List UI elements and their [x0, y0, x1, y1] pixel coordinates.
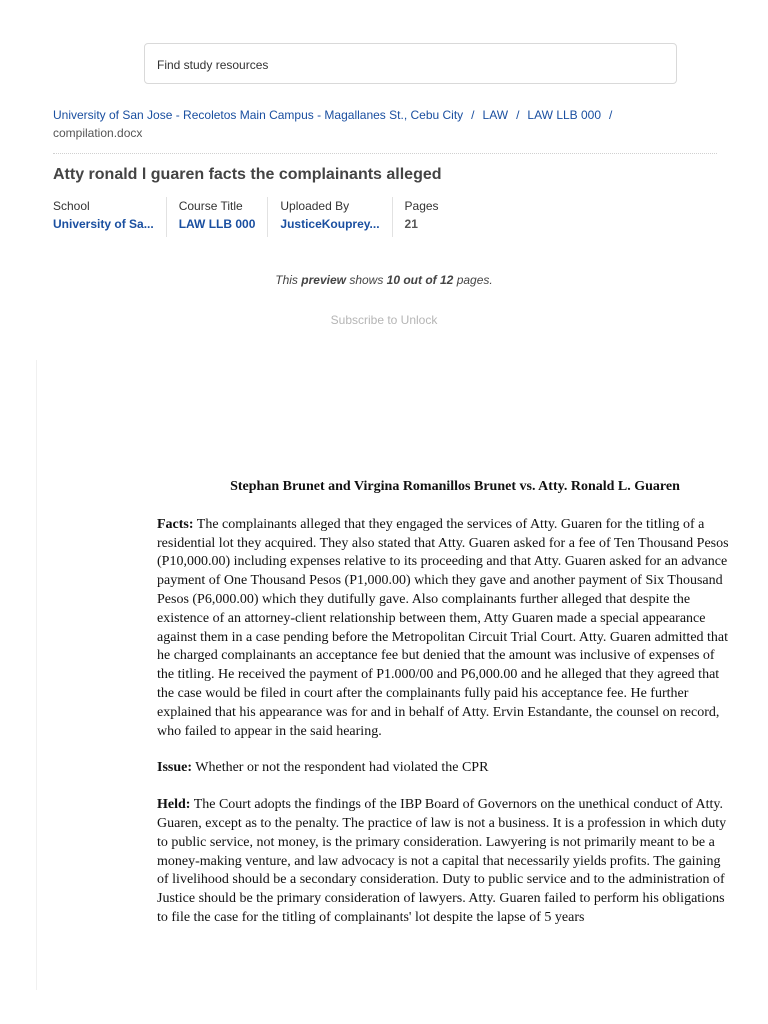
meta-school-link[interactable]: University of Sa...	[53, 217, 154, 231]
breadcrumb-law-link[interactable]: LAW	[482, 108, 509, 122]
meta-school	[53, 197, 166, 237]
meta-pages-label: Pages	[404, 199, 439, 213]
document-preview	[157, 478, 733, 946]
meta-uploader	[267, 197, 391, 237]
search-placeholder: Find study resources	[157, 58, 269, 72]
issue-label: Issue:	[157, 760, 193, 776]
meta-pages-value: 21	[404, 217, 418, 231]
breadcrumb-separator: /	[516, 108, 520, 122]
meta-course-link[interactable]: LAW LLB 000	[178, 217, 256, 231]
breadcrumb-file-name: compilation.docx	[53, 126, 143, 140]
facts-paragraph	[157, 516, 733, 742]
held-text: The Court adopts the findings of the IBP Board of Governors on the unethical conduct of Atty. Guaren, except as to the penalty. The practice of law is not a business. It is a profession in which duty to public service, not money, is the primary consideration. Lawyering is not primarily meant to be a money-making venture, and law advocacy is not a capital that necessarily yields profits. The gaining of livelihood should be a secondary consideration. Duty to public service and to the administration of Justice should be the primary consideration of lawyers. Atty. Guaren failed to perform his obligations to file the case for the titling of complainants' lot despite the lapse of 5 years	[157, 797, 727, 925]
divider	[53, 153, 717, 154]
issue-paragraph	[157, 759, 733, 778]
preview-note	[0, 273, 768, 287]
page-edge	[36, 360, 37, 990]
page-title: Atty ronald l guaren facts the complainants alleged	[53, 166, 442, 183]
meta-course	[166, 197, 268, 237]
breadcrumb-school-link[interactable]: University of San Jose - Recoletos Main Campus - Magallanes St., Cebu City	[53, 108, 464, 122]
meta-course-label: Course Title	[178, 199, 243, 213]
subscribe-button[interactable]: Subscribe to Unlock	[330, 313, 438, 327]
meta-school-label: School	[53, 199, 90, 213]
preview-middle: shows	[349, 273, 384, 287]
facts-label: Facts:	[157, 516, 194, 532]
preview-prefix: This	[275, 273, 298, 287]
held-paragraph	[157, 796, 733, 928]
issue-text: Whether or not the respondent had violated the CPR	[192, 760, 489, 776]
breadcrumb-course-link[interactable]: LAW LLB 000	[527, 108, 602, 122]
held-label: Held:	[157, 797, 191, 813]
meta-uploader-link[interactable]: JusticeKouprey...	[280, 217, 380, 231]
case-heading: Stephan Brunet and Virgina Romanillos Brunet vs. Atty. Ronald L. Guaren	[230, 479, 680, 494]
preview-count: 10 out of 12	[386, 273, 454, 287]
preview-suffix: pages.	[456, 273, 493, 287]
meta-uploader-label: Uploaded By	[280, 199, 350, 213]
document-meta	[53, 197, 451, 237]
meta-pages	[392, 197, 451, 237]
preview-word: preview	[301, 273, 346, 287]
breadcrumb	[53, 106, 693, 142]
facts-text: The complainants alleged that they engaged the services of Atty. Guaren for the titling of a residential lot they acquired. They also stated that Atty. Guaren asked for a fee of Ten Thousand Pesos (P10,000.00) including expenses relative to its proceeding and that Atty. Guaren asked for an advance payment of One Thousand Pesos (P1,000.00) which they gave and another payment of Six Thousand Pesos (P6,000.00) which they dutifully gave. Also complainants further alleged that despite the existence of an attorney-client relationship between them, Atty Guaren made a special appearance against them in a case pending before the Metropolitan Circuit Trial Court. Atty. Guaren admitted that he charged complainants an acceptance fee but denied that the amount was inclusive of expenses of the titling. He received the payment of P1.000/00 and P6,000.00 and he alleged that they agreed that the case would be filed in court after the complainants fully paid his acceptance fee. He further explained that his appearance was for and in behalf of Atty. Ervin Estandante, the counsel on record, who failed to appear in the said hearing.	[157, 516, 729, 739]
breadcrumb-separator: /	[471, 108, 475, 122]
search-input[interactable]	[144, 43, 677, 84]
breadcrumb-separator: /	[609, 108, 613, 122]
